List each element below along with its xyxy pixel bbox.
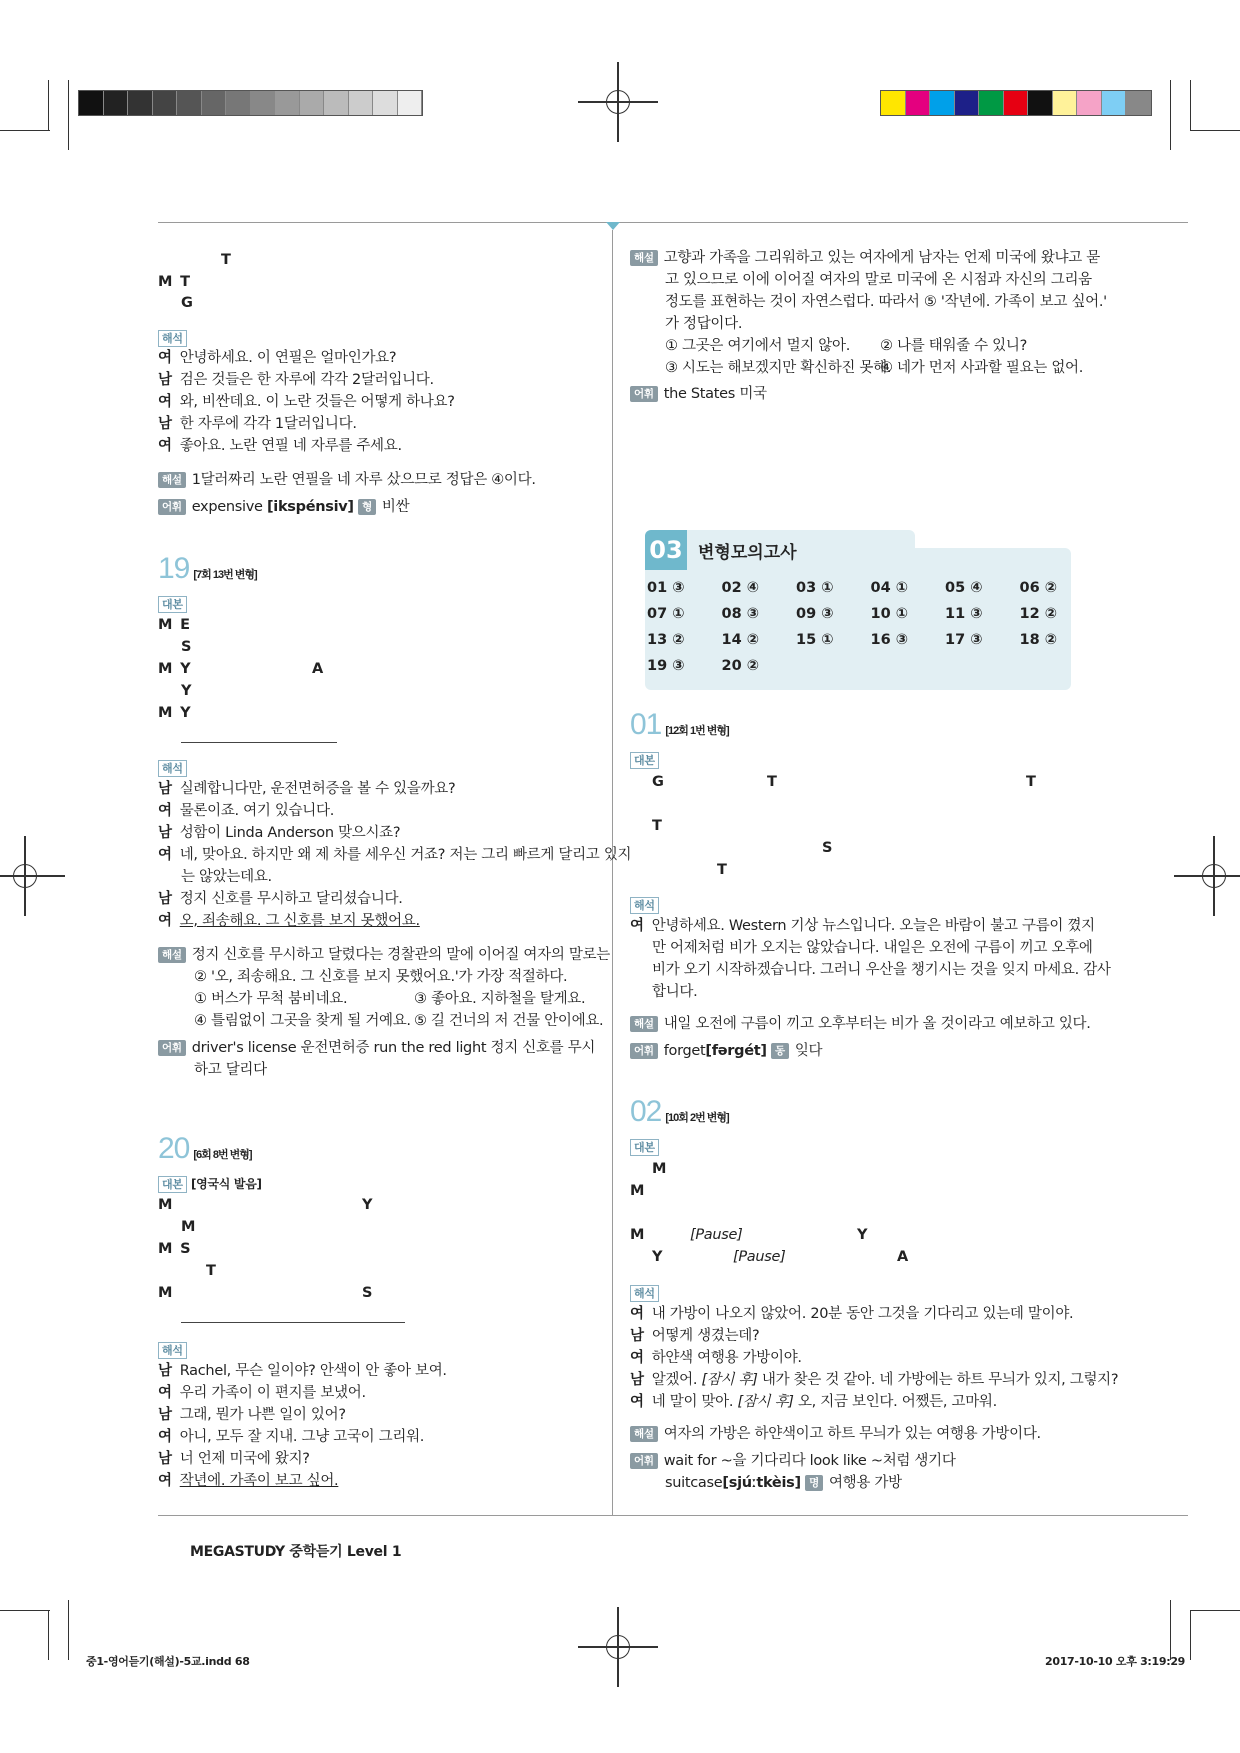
grayscale-swatch <box>300 91 325 115</box>
grayscale-swatch <box>128 91 153 115</box>
haeseok-label: 해석 <box>158 328 187 348</box>
grayscale-swatch <box>153 91 178 115</box>
option: ⑤ 길 건너의 저 건물 안이에요. <box>414 1013 604 1029</box>
crop-mark <box>48 1610 49 1660</box>
color-swatch <box>1053 91 1078 115</box>
script-line: M <box>630 1183 645 1199</box>
color-swatch <box>1126 91 1151 115</box>
script-line: A <box>312 661 323 677</box>
grayscale-swatch <box>177 91 202 115</box>
translation-line: 남 어떻게 생겼는데? <box>630 1328 760 1344</box>
script-label: 대본 <box>630 750 659 770</box>
slug-date: 2017-10-10 오후 3:19:29 <box>1045 1655 1186 1668</box>
answer-key-item: 06 ② <box>1019 580 1058 596</box>
color-swatch <box>955 91 980 115</box>
script-line: Y <box>181 683 192 699</box>
script-label: 대본 <box>158 594 187 614</box>
script-line: Y <box>652 1249 663 1265</box>
script-line: T <box>652 818 662 834</box>
option: ① 그곳은 여기에서 멀지 않아. <box>665 338 851 354</box>
translation-line: 남 한 자루에 각각 1달러입니다. <box>158 416 357 432</box>
answer-blank <box>181 1322 405 1323</box>
explanation: ② '오, 죄송해요. 그 신호를 보지 못했어요.'가 가장 적절하다. <box>194 969 568 985</box>
script-line: M Y <box>158 705 191 721</box>
translation-line: 남 검은 것들은 한 자루에 각각 2달러입니다. <box>158 372 434 388</box>
crop-mark <box>48 80 49 130</box>
crop-mark <box>68 1600 69 1660</box>
translation-line: 여 작년에. 가족이 보고 싶어. <box>158 1473 339 1489</box>
answer-key-item: 05 ④ <box>945 580 983 596</box>
answer-key-number: 03 <box>645 530 687 570</box>
translation-line: 여 우리 가족이 이 편지를 보냈어. <box>158 1385 366 1401</box>
question-number: 19 [7회 13번 변형] <box>158 552 257 585</box>
translation-line: 남 알겠어. [잠시 후] 내가 찾은 것 같아. 네 가방에는 하트 무늬가 있지, 그렇지? <box>630 1372 1119 1388</box>
crop-mark <box>1190 130 1240 131</box>
color-swatch <box>906 91 931 115</box>
crop-mark <box>0 1610 50 1611</box>
translation-line: 남 정지 신호를 무시하고 달리셨습니다. <box>158 891 403 907</box>
answer-key-item: 20 ② <box>721 658 760 674</box>
script-line: S <box>181 639 192 655</box>
answer-key-item: 03 ① <box>796 580 834 596</box>
grayscale-swatch <box>275 91 300 115</box>
explanation: 고 있으므로 이에 이어질 여자의 말로 미국에 온 시점과 자신의 그리움 <box>665 272 1092 288</box>
explanation: 해설 고향과 가족을 그리워하고 있는 여자에게 남자는 언제 미국에 왔냐고 묻 <box>630 248 1100 268</box>
color-swatch <box>881 91 906 115</box>
haeseok-label: 해석 <box>630 1283 659 1303</box>
answer-key-item: 09 ③ <box>796 606 834 622</box>
explanation: 해설 1달러짜리 노란 연필을 네 자루 샀으므로 정답은 ④이다. <box>158 470 536 490</box>
haeseok-label: 해석 <box>630 895 659 915</box>
grayscale-swatch <box>226 91 251 115</box>
script-line: M <box>158 1285 173 1301</box>
script-line: A <box>897 1249 908 1265</box>
crop-mark <box>1190 1610 1240 1611</box>
script-line: M <box>630 1227 645 1243</box>
translation-line: 여 오, 죄송해요. 그 신호를 보지 못했어요. <box>158 913 420 929</box>
grayscale-swatch <box>398 91 423 115</box>
script-line: Y <box>857 1227 868 1243</box>
grayscale-swatch <box>202 91 227 115</box>
vocabulary: 어휘 driver's license 운전면허증 run the red light 정지 신호를 무시 <box>158 1038 595 1058</box>
answer-key-item: 11 ③ <box>945 606 983 622</box>
answer-key-item: 18 ② <box>1019 632 1058 648</box>
script-line: M Y <box>158 661 191 677</box>
pause-marker: [Pause] <box>690 1227 743 1243</box>
script-line: M <box>181 1219 196 1235</box>
answer-key-item: 15 ① <box>796 632 834 648</box>
question-number: 20 [6회 8번 변형] <box>158 1132 252 1165</box>
vocabulary: suitcase[sjúːtkèis] 명 여행용 가방 <box>665 1475 902 1491</box>
vocabulary: 하고 달리다 <box>194 1062 267 1078</box>
top-marker <box>606 222 620 230</box>
registration-mark-right <box>1194 856 1234 896</box>
registration-mark-left <box>5 856 45 896</box>
crop-mark <box>0 130 50 131</box>
script-label: 대본 <box>630 1137 659 1157</box>
translation-line: 남 Rachel, 무슨 일이야? 안색이 안 좋아 보여. <box>158 1363 447 1379</box>
translation-line: 여 하얀색 여행용 가방이야. <box>630 1350 802 1366</box>
question-number: 02 [10회 2번 변형] <box>630 1095 729 1128</box>
color-swatch <box>979 91 1004 115</box>
translation-line: 남 실례합니다만, 운전면허증을 볼 수 있을까요? <box>158 781 456 797</box>
script-line: T <box>767 774 777 790</box>
explanation: 해설 여자의 가방은 하얀색이고 하트 무늬가 있는 여행용 가방이다. <box>630 1424 1041 1444</box>
script-line: M S <box>158 1241 191 1257</box>
script-line: T <box>221 252 231 268</box>
translation-line: 여 좋아요. 노란 연필 네 자루를 주세요. <box>158 438 402 454</box>
vocabulary: 어휘 the States 미국 <box>630 384 767 404</box>
bottom-rule <box>158 1515 1188 1516</box>
translation-line: 여 내 가방이 나오지 않았어. 20분 동안 그것을 기다리고 있는데 말이야. <box>630 1306 1074 1322</box>
answer-key-item: 17 ③ <box>945 632 983 648</box>
crop-mark <box>1190 80 1191 130</box>
grayscale-swatch <box>104 91 129 115</box>
translation-line: 남 너 언제 미국에 왔지? <box>158 1451 310 1467</box>
answer-key-box <box>645 548 1071 690</box>
script-line: M <box>158 1197 173 1213</box>
question-number: 01 [12회 1번 변형] <box>630 708 729 741</box>
translation-line: 여 안녕하세요. 이 연필은 얼마인가요? <box>158 350 397 366</box>
explanation: 가 정답이다. <box>665 316 743 332</box>
script-line: M T <box>158 274 190 290</box>
crop-mark <box>68 80 69 150</box>
script-line: T <box>206 1263 216 1279</box>
script-line: G <box>181 295 193 311</box>
answer-key-item: 08 ③ <box>721 606 760 622</box>
explanation: 해설 정지 신호를 무시하고 달렸다는 경찰관의 말에 이어질 여자의 말로는 <box>158 945 610 965</box>
translation-line: 남 성함이 Linda Anderson 맞으시죠? <box>158 825 401 841</box>
vocabulary: 어휘 wait for ~을 기다리다 look like ~처럼 생기다 <box>630 1451 956 1471</box>
answer-key-item: 01 ③ <box>647 580 685 596</box>
crop-mark <box>1170 1600 1171 1660</box>
slug-file: 중1-영어듣기(해설)-5교.indd 68 <box>86 1655 250 1668</box>
option: ② 나를 태워줄 수 있니? <box>880 338 1027 354</box>
script-line: S <box>822 840 833 856</box>
column-divider <box>612 230 613 1515</box>
script-line: T <box>1026 774 1036 790</box>
translation-line: 비가 오기 시작하겠습니다. 그러니 우산을 챙기시는 것을 잊지 마세요. 감사 <box>652 962 1111 978</box>
translation-line: 합니다. <box>652 984 698 1000</box>
explanation: 정도를 표현하는 것이 자연스럽다. 따라서 ⑤ '작년에. 가족이 보고 싶어.' <box>665 294 1107 310</box>
crop-mark <box>1190 1610 1191 1660</box>
grayscale-swatch <box>373 91 398 115</box>
translation-line: 여 안녕하세요. Western 기상 뉴스입니다. 오늘은 바람이 불고 구름이 꼈지 <box>630 918 1095 934</box>
grayscale-swatch <box>251 91 276 115</box>
script-line: S <box>362 1285 373 1301</box>
haeseok-label: 해석 <box>158 1340 187 1360</box>
answer-key-item: 16 ③ <box>870 632 909 648</box>
color-swatch <box>1004 91 1029 115</box>
translation-line: 여 아니, 모두 잘 지내. 그냥 고국이 그리워. <box>158 1429 425 1445</box>
answer-blank <box>181 742 337 743</box>
script-line: M <box>652 1161 667 1177</box>
option: ① 버스가 무척 붐비네요. <box>194 991 348 1007</box>
answer-key-title: 변형모의고사 <box>698 543 797 563</box>
registration-mark-top <box>598 82 638 122</box>
translation-line: 남 그래, 뭔가 나쁜 일이 있어? <box>158 1407 346 1423</box>
answer-key-item: 13 ② <box>647 632 685 648</box>
option: ④ 네가 먼저 사과할 필요는 없어. <box>880 360 1084 376</box>
color-swatch <box>930 91 955 115</box>
answer-key-item: 10 ① <box>870 606 909 622</box>
answer-key-item: 04 ① <box>870 580 909 596</box>
script-line: Y <box>362 1197 373 1213</box>
answer-key-item: 19 ③ <box>647 658 685 674</box>
translation-line: 만 어제처럼 비가 오지는 않았습니다. 내일은 오전에 구름이 끼고 오후에 <box>652 940 1093 956</box>
top-rule <box>158 222 1188 223</box>
grayscale-swatch <box>324 91 349 115</box>
color-bar <box>880 90 1152 116</box>
haeseok-label: 해석 <box>158 758 187 778</box>
option: ③ 시도는 해보겠지만 확신하진 못해. <box>665 360 892 376</box>
answer-key-item: 07 ① <box>647 606 685 622</box>
script-line: T <box>717 862 727 878</box>
registration-mark-bottom <box>598 1627 638 1667</box>
translation-line: 여 네, 맞아요. 하지만 왜 제 차를 세우신 거죠? 저는 그리 빠르게 달리고 있지 <box>158 847 632 863</box>
translation-line: 여 와, 비싼데요. 이 노란 것들은 어떻게 하나요? <box>158 394 455 410</box>
script-label: 대본 [영국식 발음] <box>158 1174 262 1194</box>
color-swatch <box>1028 91 1053 115</box>
answer-key-item: 12 ② <box>1019 606 1058 622</box>
pause-marker: [Pause] <box>733 1249 786 1265</box>
color-swatch <box>1077 91 1102 115</box>
explanation: 해설 내일 오전에 구름이 끼고 오후부터는 비가 올 것이라고 예보하고 있다. <box>630 1014 1091 1034</box>
translation-line: 여 네 말이 맞아. [잠시 후] 오, 지금 보인다. 어쨌든, 고마워. <box>630 1394 997 1410</box>
grayscale-bar <box>78 90 423 116</box>
translation-line: 는 않았는데요. <box>181 869 272 885</box>
translation-line: 여 물론이죠. 여기 있습니다. <box>158 803 335 819</box>
option: ④ 틀림없이 그곳을 찾게 될 거예요. <box>194 1013 411 1029</box>
vocabulary: 어휘 expensive [ikspénsiv] 형 비싼 <box>158 497 409 517</box>
answer-key-item: 14 ② <box>721 632 760 648</box>
answer-key-item: 02 ④ <box>721 580 760 596</box>
grayscale-swatch <box>79 91 104 115</box>
option: ③ 좋아요. 지하철을 탈게요. <box>414 991 586 1007</box>
page-footer: MEGASTUDY 중학듣기 Level 1 <box>190 1544 402 1560</box>
script-line: G <box>652 774 664 790</box>
vocabulary: 어휘 forget[fərgét] 동 잊다 <box>630 1041 822 1061</box>
crop-mark <box>1170 80 1171 150</box>
color-swatch <box>1102 91 1127 115</box>
grayscale-swatch <box>349 91 374 115</box>
script-line: M E <box>158 617 190 633</box>
